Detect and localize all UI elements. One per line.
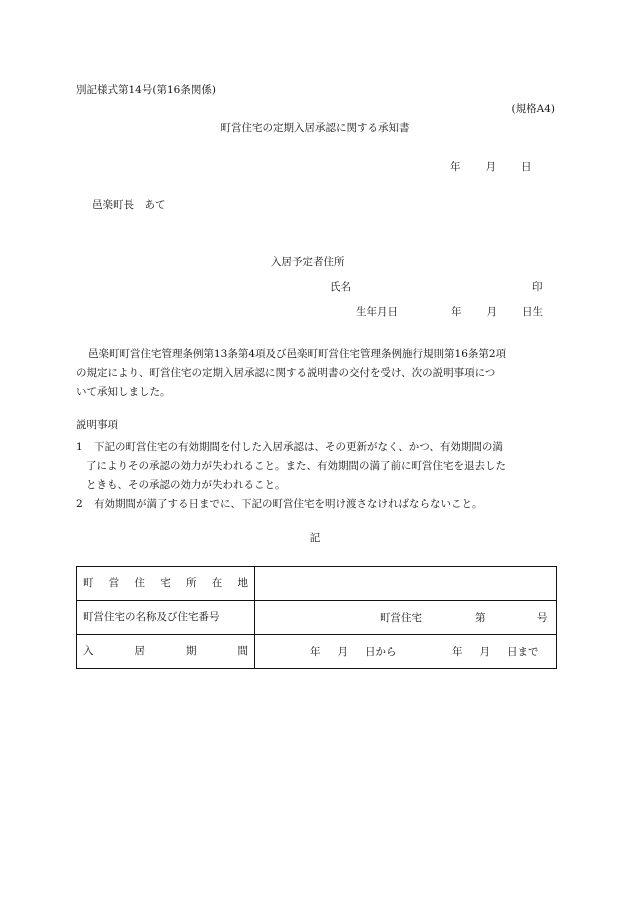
period-from xyxy=(310,647,397,658)
date-of-birth-line xyxy=(451,307,543,318)
form-id: 別記様式第14号(第16条関係) xyxy=(76,84,216,96)
table-row xyxy=(77,567,557,601)
date-year: 年 xyxy=(450,161,461,173)
housing-location-label xyxy=(77,567,255,601)
item-number: 2 xyxy=(76,498,83,510)
housing-number-suffix: 号 xyxy=(537,612,548,624)
date-line xyxy=(450,162,532,173)
item-text: 下記の町営住宅の有効期間を付した入居承認は、その更新がなく、かつ、有効期間の満 xyxy=(94,441,503,453)
period-from-day: 日から xyxy=(365,646,397,658)
item-text: ときも、その承認の効力が失われること。 xyxy=(86,479,286,491)
dob-day: 日生 xyxy=(522,306,543,318)
label-char: 町 xyxy=(83,577,94,590)
explanation-item-1 xyxy=(76,438,560,457)
date-of-birth-label: 生年月日 xyxy=(356,306,398,318)
label-char: 期 xyxy=(186,645,197,658)
explanation-heading: 説明事項 xyxy=(76,419,118,431)
applicant-name-label: 氏名 xyxy=(330,281,351,293)
item-text: 了によりその承認の効力が失われること。また、有効期間の満了前に町営住宅を退去した xyxy=(86,460,506,472)
occupancy-period-label xyxy=(77,635,255,669)
document-title: 町営住宅の定期入居承認に関する承知書 xyxy=(220,122,410,134)
label-char: 地 xyxy=(237,577,248,590)
occupancy-period-value xyxy=(255,635,557,669)
label-char: 在 xyxy=(211,577,223,590)
ki-marker: 記 xyxy=(309,532,321,544)
paragraph-line: 邑楽町町営住宅管理条例第13条第4項及び邑楽町町営住宅管理条例施行規則第16条第2項 xyxy=(88,348,507,360)
addressee: 邑楽町長 あて xyxy=(92,199,166,211)
item-text: 有効期間が満了する日までに、下記の町営住宅を明け渡さなければならないこと。 xyxy=(94,498,483,510)
period-to-month: 月 xyxy=(479,646,490,658)
date-day: 日 xyxy=(521,161,532,173)
size-note: (規格A4) xyxy=(511,103,555,115)
housing-name-number-value xyxy=(255,601,557,635)
table-row xyxy=(77,601,557,635)
housing-number-prefix: 第 xyxy=(475,612,486,624)
label-char: 居 xyxy=(134,645,145,658)
explanation-items xyxy=(76,438,560,514)
paragraph-line: いて承知しました。 xyxy=(76,386,171,398)
date-month: 月 xyxy=(485,161,496,173)
table-row xyxy=(77,635,557,669)
period-from-year: 年 xyxy=(310,646,321,658)
housing-location-value xyxy=(255,567,557,601)
period-from-month: 月 xyxy=(337,646,348,658)
period-to-year: 年 xyxy=(452,646,463,658)
paragraph-line: の規定により、町営住宅の定期入居承認に関する説明書の交付を受け、次の説明事項につ xyxy=(76,367,496,379)
applicant-address-label: 入居予定者住所 xyxy=(271,256,345,268)
housing-type-text: 町営住宅 xyxy=(380,612,422,624)
seal-mark: 印 xyxy=(532,281,543,293)
consent-paragraph xyxy=(76,345,557,402)
label-char: 宅 xyxy=(160,577,171,590)
explanation-item-2 xyxy=(76,495,560,514)
label-char: 入 xyxy=(83,645,94,658)
label-char: 住 xyxy=(134,577,145,590)
period-to-day: 日まで xyxy=(507,646,539,658)
housing-name-number-label: 町営住宅の名称及び住宅番号 xyxy=(77,601,255,635)
period-to xyxy=(452,647,539,658)
label-char: 間 xyxy=(237,645,248,658)
label-char: 営 xyxy=(108,577,120,590)
housing-details-table xyxy=(76,566,557,669)
dob-month: 月 xyxy=(486,306,497,318)
item-number: 1 xyxy=(76,441,83,453)
label-char: 所 xyxy=(186,577,197,590)
dob-year: 年 xyxy=(451,306,462,318)
